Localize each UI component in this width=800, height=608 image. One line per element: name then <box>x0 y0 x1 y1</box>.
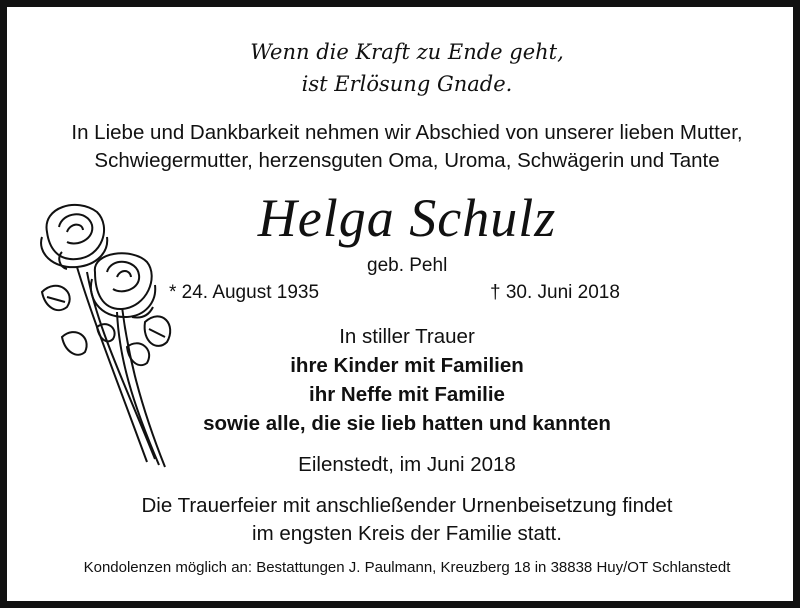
death-date: † 30. Juni 2018 <box>490 282 620 303</box>
mourners-line-3: sowie alle, die sie lieb hatten und kannten <box>203 412 611 435</box>
maiden-name: geb. Pehl <box>367 255 448 276</box>
place-date: Eilenstedt, im Juni 2018 <box>298 453 516 476</box>
intro-line-1: In Liebe und Dankbarkeit nehmen wir Abschied von unserer lieben Mutter, <box>71 121 743 144</box>
ceremony-line-2: im engsten Kreis der Familie statt. <box>252 522 562 545</box>
deceased-name: Helga Schulz <box>257 188 557 248</box>
motto-line-1: Wenn die Kraft zu Ende geht, <box>250 40 564 64</box>
mourners-line-2: ihr Neffe mit Familie <box>309 383 505 406</box>
birth-date: * 24. August 1935 <box>169 282 320 303</box>
intro-line-2: Schwiegermutter, herzensguten Oma, Uroma, Schwägerin und Tante <box>94 149 720 172</box>
mourners-line-1: ihre Kinder mit Familien <box>290 354 524 377</box>
ceremony-line-1: Die Trauerfeier mit anschließender Urnenbeisetzung findet <box>141 494 673 517</box>
condolence-address: Kondolenzen möglich an: Bestattungen J. Paulmann, Kreuzberg 18 in 38838 Huy/OT Schlanstedt <box>83 559 731 576</box>
motto-line-2: ist Erlösung Gnade. <box>301 72 513 96</box>
mourners-intro: In stiller Trauer <box>339 325 475 348</box>
